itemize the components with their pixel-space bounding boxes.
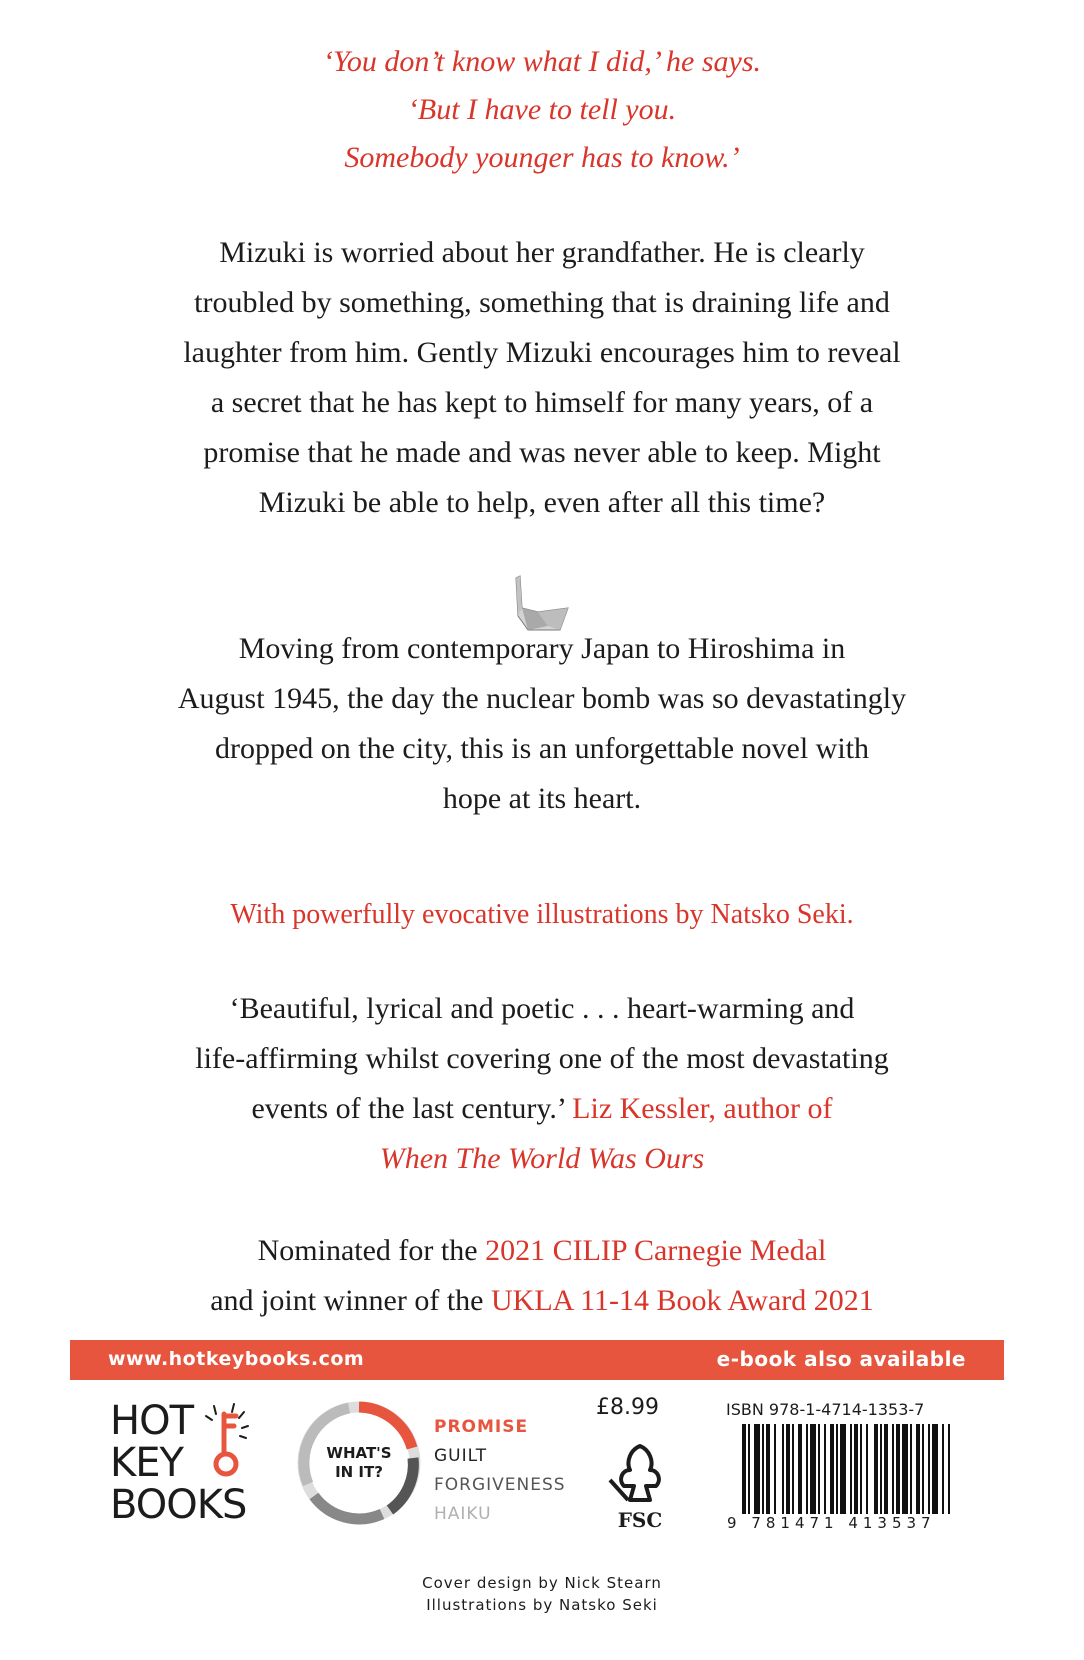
footer-banner bbox=[70, 1340, 1004, 1380]
barcode-bar bbox=[748, 1424, 750, 1514]
award-line bbox=[0, 1226, 1084, 1276]
logo-word: KEY bbox=[110, 1440, 183, 1486]
barcode-bar bbox=[896, 1424, 900, 1514]
illustration-credit: Illustrations by Natsko Seki bbox=[426, 1596, 658, 1614]
pull-quote bbox=[0, 38, 1084, 182]
review-attribution: Liz Kessler, author of bbox=[572, 1092, 833, 1125]
barcode-bar bbox=[786, 1424, 790, 1514]
review-line-text: events of the last century.’ bbox=[251, 1092, 573, 1125]
blurb-line: August 1945, the day the nuclear bomb was so devastatingly bbox=[177, 682, 907, 715]
fsc-tree-icon bbox=[600, 1440, 680, 1508]
award-name: UKLA 11-14 Book Award 2021 bbox=[491, 1284, 874, 1317]
theme-item: FORGIVENESS bbox=[434, 1475, 566, 1495]
blurb-line: promise that he made and was never able to keep. Might bbox=[203, 436, 881, 469]
theme-item: HAIKU bbox=[434, 1504, 492, 1524]
barcode-bar bbox=[754, 1424, 760, 1514]
barcode-bar bbox=[850, 1424, 852, 1514]
blurb-line: Mizuki is worried about her grandfather. He is clearly bbox=[219, 236, 865, 269]
key-icon bbox=[194, 1402, 264, 1482]
illustrations-note: With powerfully evocative illustrations by Natsko Seki. bbox=[230, 899, 854, 930]
barcode-bar bbox=[824, 1424, 826, 1514]
pull-quote-line: ‘But I have to tell you. bbox=[407, 93, 677, 126]
review-line bbox=[0, 1084, 1084, 1134]
barcode-bar bbox=[798, 1424, 802, 1514]
blurb-line: Moving from contemporary Japan to Hiroshima in bbox=[238, 632, 846, 665]
barcode-bar bbox=[932, 1424, 938, 1514]
logo-word: BOOKS bbox=[110, 1482, 247, 1528]
barcode-bar bbox=[836, 1424, 838, 1514]
review-line: life-affirming whilst covering one of the most devastating bbox=[195, 1042, 889, 1075]
theme-item: PROMISE bbox=[434, 1417, 529, 1437]
website-link[interactable]: www.hotkeybooks.com bbox=[108, 1348, 365, 1370]
price: £8.99 bbox=[596, 1395, 659, 1420]
barcode-bar bbox=[916, 1424, 920, 1514]
blurb-line: laughter from him. Gently Mizuki encourages him to reveal bbox=[183, 336, 901, 369]
barcode-bar bbox=[902, 1424, 908, 1514]
hot-key-books-logo bbox=[110, 1400, 260, 1550]
barcode-bar bbox=[892, 1424, 894, 1514]
theme-item: GUILT bbox=[434, 1446, 488, 1466]
barcode-digits: 9 781471 413537 bbox=[727, 1514, 936, 1532]
barcode-bar bbox=[942, 1424, 944, 1514]
blurb-paragraph-2 bbox=[0, 624, 1084, 824]
review-book-title: When The World Was Ours bbox=[379, 1142, 705, 1175]
barcode-bar bbox=[840, 1424, 846, 1514]
label-line: IN IT? bbox=[335, 1463, 383, 1481]
ebook-note: e-book also available bbox=[716, 1347, 966, 1371]
barcode-bar bbox=[766, 1424, 770, 1514]
review-quote bbox=[0, 984, 1084, 1184]
fsc-logo bbox=[600, 1440, 680, 1530]
barcode-bar bbox=[874, 1424, 878, 1514]
whats-in-it-label bbox=[294, 1444, 424, 1482]
barcode-bar bbox=[866, 1424, 868, 1514]
awards bbox=[0, 1226, 1084, 1326]
barcode bbox=[742, 1424, 1016, 1514]
barcode-bar bbox=[782, 1424, 784, 1514]
barcode-bar bbox=[774, 1424, 776, 1514]
blurb-line: hope at its heart. bbox=[442, 782, 642, 815]
barcode-bar bbox=[854, 1424, 858, 1514]
barcode-bar bbox=[762, 1424, 764, 1514]
award-prefix: Nominated for the bbox=[257, 1234, 486, 1267]
credits bbox=[0, 1572, 1084, 1616]
barcode-bar bbox=[792, 1424, 794, 1514]
pull-quote-line: ‘You don’t know what I did,’ he says. bbox=[322, 45, 762, 78]
barcode-bar bbox=[860, 1424, 862, 1514]
blurb-line: troubled by something, something that is draining life and bbox=[194, 286, 890, 319]
barcode-bar bbox=[910, 1424, 912, 1514]
award-prefix: and joint winner of the bbox=[210, 1284, 491, 1317]
cover-credit: Cover design by Nick Stearn bbox=[422, 1574, 662, 1592]
isbn: ISBN 978-1-4714-1353-7 bbox=[726, 1400, 925, 1419]
whats-in-it-badge bbox=[294, 1398, 424, 1528]
award-name: 2021 CILIP Carnegie Medal bbox=[485, 1234, 827, 1267]
blurb-paragraph-1 bbox=[0, 228, 1084, 528]
label-line: WHAT'S bbox=[326, 1444, 392, 1462]
barcode-bar bbox=[742, 1424, 746, 1514]
barcode-bar bbox=[928, 1424, 930, 1514]
barcode-bar bbox=[880, 1424, 882, 1514]
barcode-bar bbox=[818, 1424, 820, 1514]
barcode-bar bbox=[948, 1424, 950, 1514]
barcode-bar bbox=[884, 1424, 888, 1514]
blurb-line: a secret that he has kept to himself for many years, of a bbox=[210, 386, 874, 419]
logo-word: HOT bbox=[110, 1398, 193, 1444]
barcode-bar bbox=[922, 1424, 924, 1514]
theme-list bbox=[434, 1413, 566, 1529]
blurb-line: Mizuki be able to help, even after all this time? bbox=[258, 486, 826, 519]
barcode-bar bbox=[830, 1424, 834, 1514]
blurb-line: dropped on the city, this is an unforgettable novel with bbox=[214, 732, 870, 765]
barcode-bar bbox=[810, 1424, 816, 1514]
fsc-label: FSC bbox=[617, 1508, 663, 1532]
review-line: ‘Beautiful, lyrical and poetic . . . heart-warming and bbox=[229, 992, 855, 1025]
barcode-bar bbox=[806, 1424, 808, 1514]
award-line bbox=[0, 1276, 1084, 1326]
pull-quote-line: Somebody younger has to know.’ bbox=[344, 141, 740, 174]
